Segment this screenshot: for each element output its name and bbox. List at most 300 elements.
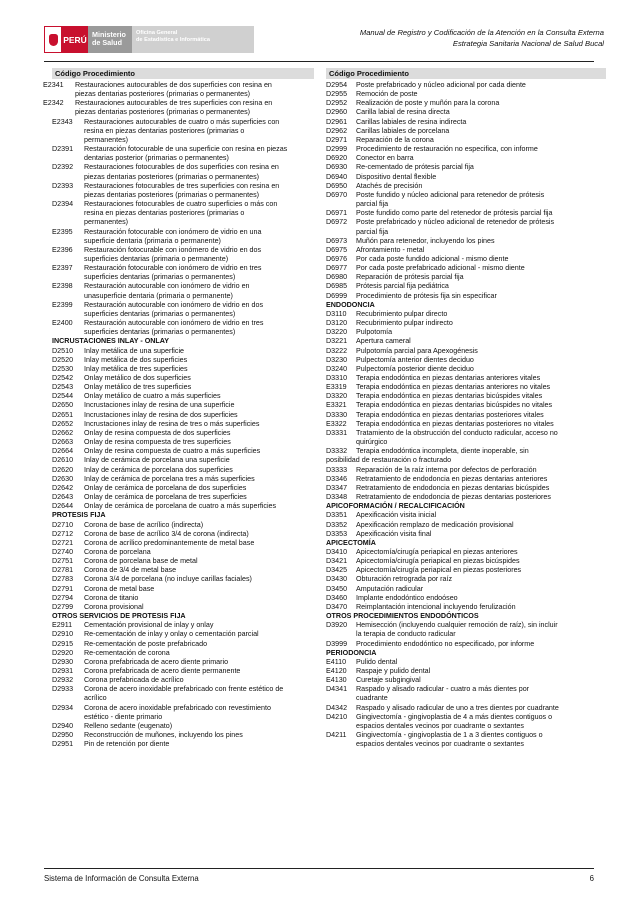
description-line: Pulpotomía parcial para Apexogénesis [356, 346, 478, 355]
procedure-description [356, 118, 606, 127]
procedure-description [356, 685, 606, 703]
procedure-row [326, 374, 606, 383]
procedure-description [356, 328, 606, 337]
description-line: Corona de titanio [84, 593, 139, 602]
procedure-row [326, 127, 606, 136]
description-line: Poste prefabricado y núcleo adicional por cada diente [356, 81, 526, 89]
procedure-code: D2643 [52, 493, 74, 502]
procedure-row [326, 621, 606, 639]
procedure-row [52, 575, 314, 584]
description-line: la terapia de conducto radicular [356, 630, 456, 639]
procedure-description [356, 108, 606, 117]
description-line: espacios dentales vecinos por cuadrante o sextantes [356, 740, 524, 749]
procedure-description [356, 154, 606, 163]
procedure-code: D3331 [326, 428, 348, 437]
procedure-row [52, 557, 314, 566]
procedure-description [356, 475, 606, 484]
procedure-row [326, 255, 606, 264]
procedure-row [52, 392, 314, 401]
procedure-description [84, 539, 314, 548]
procedure-row [52, 182, 314, 200]
procedure-row [326, 118, 606, 127]
procedure-code: D3310 [326, 374, 348, 382]
procedure-code: D3450 [326, 584, 348, 593]
description-line: Inlay metálica de una superficie [84, 346, 185, 355]
description-line: resina en piezas dentarias posteriores (primarias o [84, 209, 245, 218]
procedure-code: E2400 [52, 319, 73, 328]
procedure-description [84, 493, 314, 502]
procedure-description [84, 740, 314, 749]
description-line: Tratamiento de la obstrucción del conducto radicular, acceso no [356, 428, 558, 437]
description-line: piezas dentarias posteriores (primarias o permanentes) [84, 172, 260, 181]
procedure-description [356, 264, 606, 273]
procedure-description [84, 420, 314, 429]
procedure-code: D3333 [326, 465, 348, 474]
section-heading: ENDODONCIA [326, 300, 375, 309]
procedure-code: D2652 [52, 419, 74, 428]
procedure-description [356, 658, 606, 667]
procedure-description [84, 365, 314, 374]
procedure-description [84, 530, 314, 539]
description-line: Terapia endodóntica en piezas dentarias posteriores vitales [356, 410, 544, 419]
procedure-code: D2630 [52, 474, 74, 483]
description-line: Inlay de cerámica de porcelana dos superficies [84, 465, 233, 474]
procedure-row [326, 108, 606, 117]
procedure-row [326, 420, 606, 429]
description-line: Incrustaciones inlay de resina de tres o más superficies [84, 419, 260, 428]
procedure-row [52, 401, 314, 410]
procedure-row [326, 557, 606, 566]
procedure-description [84, 200, 314, 227]
procedure-code: D3425 [326, 566, 348, 575]
description-line: Restauración fotocurable con ionómero de vidrio en tres [84, 264, 262, 273]
procedure-description [84, 521, 314, 530]
procedure-code: D2920 [52, 648, 74, 657]
description-line: Recubrimiento pulpar directo [356, 309, 448, 318]
procedure-code: D3421 [326, 557, 348, 566]
description-line: Corona prefabricada de acero diente permanente [84, 667, 241, 675]
description-line: Re-cementación de inlay y onlay o cementación parcial [84, 630, 259, 639]
description-line: superficies dentarias (primarias o permanentes) [84, 328, 236, 337]
procedure-code: E2399 [52, 300, 73, 309]
description-line: Corona de base de acrílico 3/4 de corona (indirecta) [84, 529, 249, 538]
description-line: Reimplantación intencional incluyendo ferulización [356, 602, 516, 611]
procedure-code: D3470 [326, 602, 348, 611]
procedure-row [326, 154, 606, 163]
description-line: Procedimiento de restauración no especifica, con informe [356, 145, 538, 154]
procedure-description [356, 521, 606, 530]
description-line: Relleno sedante (eugenato) [84, 721, 173, 730]
description-line: piezas dentarias posteriores (primarias o permanentes) [75, 90, 251, 99]
procedure-description [84, 548, 314, 557]
section-heading: APICECTOMÍA [326, 538, 376, 547]
procedure-code: D2783 [52, 575, 74, 584]
description-line: parcial fija [356, 227, 389, 236]
procedure-code: D2915 [52, 639, 74, 648]
procedure-row [52, 118, 314, 145]
description-line: Corona de porcelana base de metal [84, 557, 198, 566]
procedure-code: D3120 [326, 319, 348, 328]
procedure-description [356, 667, 606, 676]
procedure-row [326, 667, 606, 676]
procedure-description [84, 667, 314, 676]
description-line: Apicectomía/cirugía periapical en piezas bicúspides [356, 557, 520, 566]
procedure-code: D2544 [52, 392, 74, 401]
procedure-description [356, 273, 606, 282]
procedure-row [43, 99, 314, 117]
procedure-description [75, 99, 314, 117]
description-line: Apexificación visita inicial [356, 511, 437, 520]
procedure-description [84, 594, 314, 603]
description-line: Corona de 3/4 de metal base [84, 566, 177, 575]
procedure-code: D2663 [52, 438, 74, 447]
procedure-description [84, 145, 314, 163]
description-line: Prótesis parcial fija pediátrica [356, 282, 449, 291]
description-line: Pulpectomía anterior dientes deciduo [356, 355, 474, 364]
description-line: Terapia endodóntica en piezas dentarias anteriores vitales [356, 374, 541, 382]
description-line: Pulpectomía posterior diente deciduo [356, 364, 474, 373]
procedure-description [84, 484, 314, 493]
left-column-header: Código Procedimiento [52, 68, 314, 79]
procedure-row [326, 401, 606, 410]
procedure-code: D2794 [52, 593, 74, 602]
procedure-description [84, 585, 314, 594]
description-line: cuadrante [356, 694, 388, 703]
procedure-row [326, 493, 606, 502]
procedure-code: D4211 [326, 731, 347, 740]
procedure-description [356, 182, 606, 191]
procedure-row [52, 264, 314, 282]
procedure-description [84, 163, 314, 181]
procedure-description [356, 621, 606, 639]
procedure-row [52, 301, 314, 319]
procedure-row [52, 356, 314, 365]
description-line: Muñón para retenedor, incluyendo los pines [356, 236, 495, 245]
description-line: Corona de porcelana [84, 547, 151, 556]
description-line: Terapia endodóntica en piezas dentarias bicúspides vitales [356, 392, 543, 401]
procedure-description [84, 411, 314, 420]
procedure-description [356, 530, 606, 539]
procedure-code: D2960 [326, 108, 348, 117]
description-line: permanentes) [84, 135, 129, 144]
logo-oficina-text: Oficina General de Estadística e Informática [132, 26, 254, 53]
procedure-code: D3320 [326, 392, 348, 401]
section-heading: PROTESIS FIJA [52, 511, 106, 520]
procedure-description [84, 456, 314, 465]
description-line: Pin de retención por diente [84, 740, 170, 749]
procedure-code: D2933 [52, 685, 74, 694]
description-line: Corona de acrílico predominantemente de metal base [84, 538, 255, 547]
procedure-description [84, 118, 314, 145]
procedure-description [84, 621, 314, 630]
description-line: superficie dentaria (primaria o permanente) [84, 236, 221, 245]
footer-rule [44, 868, 594, 869]
procedure-code: D6972 [326, 218, 348, 227]
procedure-code: D2610 [52, 456, 74, 465]
procedure-row [326, 237, 606, 246]
description-line: Restauración fotocurable de una superficie con resina en piezas [84, 145, 288, 154]
procedure-code: E3319 [326, 383, 347, 392]
procedure-row [52, 640, 314, 649]
procedure-row [326, 99, 606, 108]
procedure-code: D2712 [52, 529, 74, 538]
procedure-row [326, 145, 606, 154]
description-line: Procedimiento endodóntico no especificado, por informe [356, 639, 535, 648]
procedure-description [356, 127, 606, 136]
right-column-header: Código Procedimiento [326, 68, 606, 79]
procedure-code: D2799 [52, 602, 74, 611]
procedure-row [326, 383, 606, 392]
procedure-description [356, 81, 606, 90]
description-line: Por cada poste prefabricado adicional - mismo diente [356, 264, 525, 273]
procedure-row [52, 722, 314, 731]
description-line: Onlay de resina compuesta de dos superficies [84, 428, 231, 437]
description-line: Cementación provisional de inlay y onlay [84, 621, 214, 630]
procedure-description [75, 81, 314, 99]
header-rule [44, 61, 594, 62]
description-line: Corona prefabricada de acrílico [84, 676, 184, 685]
procedure-description [356, 337, 606, 346]
procedure-row [326, 173, 606, 182]
procedure-row [326, 575, 606, 584]
procedure-row [52, 447, 314, 456]
description-line: Corona de acero inoxidable prefabricado con revestimiento [84, 703, 271, 712]
procedure-description [356, 411, 606, 420]
description-line: Implante endodóntico endoóseo [356, 593, 458, 602]
description-line: acrílico [84, 694, 107, 703]
description-line: Restauraciones autocurables de tres superficies con resina en [75, 99, 273, 108]
procedure-code: D2543 [52, 383, 74, 392]
procedure-row [326, 310, 606, 319]
procedure-description [356, 365, 606, 374]
description-line: Curetaje subgingival [356, 676, 421, 685]
description-line: resina en piezas dentarias posteriores (primarias o [84, 126, 245, 135]
procedure-code: D2710 [52, 520, 74, 529]
section-heading: APICOFORMACIÓN / RECALCIFICACIÓN [326, 502, 465, 511]
procedure-row [52, 585, 314, 594]
description-line: Inlay metálica de tres superficies [84, 364, 188, 373]
procedure-row [52, 466, 314, 475]
procedure-code: D3220 [326, 328, 348, 337]
description-line: Restauraciones autocurables de cuatro o más superficies con [84, 117, 280, 126]
description-line: quirúrgico [356, 438, 388, 447]
procedure-description [356, 282, 606, 291]
procedure-description [356, 90, 606, 99]
procedure-description [356, 163, 606, 172]
description-line: dentarias posterior (primarias o permanentes) [84, 154, 229, 163]
description-line: Apertura cameral [356, 337, 411, 346]
description-line: Poste fundido y núcleo adicional para retenedor de prótesis [356, 190, 545, 199]
description-line: Terapia endodóntica incompleta, diente inoperable, sin [356, 447, 529, 456]
description-line: Restauración fotocurable con ionómero de vidrio en una [84, 227, 262, 236]
procedure-code: E4120 [326, 667, 347, 675]
description-line: Atachés de precisión [356, 181, 423, 190]
procedure-row [326, 658, 606, 667]
description-line: Onlay de cerámica de porcelana de cuatro a más superficies [84, 502, 277, 511]
procedure-code: D2971 [326, 135, 348, 144]
procedure-code: D2962 [326, 126, 348, 135]
procedure-description [356, 420, 606, 429]
procedure-description [84, 557, 314, 566]
procedure-row [52, 438, 314, 447]
procedure-row [52, 731, 314, 740]
description-line: Corona de base de acrílico (indirecta) [84, 520, 204, 529]
procedure-description [356, 704, 606, 713]
procedure-row [52, 200, 314, 227]
procedure-code: D2934 [52, 703, 74, 712]
procedure-description [356, 713, 606, 731]
procedure-code: E2397 [52, 264, 73, 273]
document-title: Manual de Registro y Codificación de la Atención en la Consulta Externa Estrategia Sanitaria Nacional de Salud Bucal [359, 28, 604, 48]
procedure-row [326, 447, 606, 456]
procedure-description [84, 566, 314, 575]
procedure-row [326, 511, 606, 520]
procedure-description [84, 356, 314, 365]
procedure-code: D3920 [326, 621, 348, 630]
procedure-row [52, 228, 314, 246]
logo-minsa-text: Ministerio de Salud [88, 26, 132, 53]
description-line: Remoción de poste [356, 90, 418, 99]
procedure-description [84, 447, 314, 456]
procedure-row [326, 521, 606, 530]
section-heading: PERIODONCIA [326, 648, 377, 657]
procedure-row [52, 649, 314, 658]
procedure-description [84, 438, 314, 447]
procedure-description [356, 383, 606, 392]
section-heading: OTROS SERVICIOS DE PROTESIS FIJA [52, 612, 186, 621]
procedure-description [356, 594, 606, 603]
procedure-row [326, 292, 606, 301]
procedure-description [84, 246, 314, 264]
description-line: Inlay de cerámica de porcelana una superficie [84, 456, 230, 465]
procedure-description [84, 228, 314, 246]
procedure-row [326, 466, 606, 475]
procedure-description [84, 676, 314, 685]
left-column [43, 68, 314, 749]
procedure-row [326, 328, 606, 337]
procedure-description [356, 401, 606, 410]
description-line: piezas dentarias posteriores (primarias o permanentes) [75, 108, 251, 117]
procedure-description [84, 640, 314, 649]
procedure-description [356, 603, 606, 612]
procedure-code: D2394 [52, 200, 74, 209]
procedure-row [52, 603, 314, 612]
procedure-row [326, 209, 606, 218]
procedure-code: E3321 [326, 401, 347, 410]
procedure-code: D6973 [326, 236, 348, 245]
description-line: Corona provisional [84, 602, 144, 611]
description-line: Onlay de resina compuesta de cuatro a más superficies [84, 447, 261, 456]
procedure-code: E2396 [52, 245, 73, 254]
procedure-description [356, 145, 606, 154]
description-continuation: posibilidad de restauración o fracturado [326, 456, 452, 465]
procedure-code: D2664 [52, 447, 74, 456]
procedure-description [356, 557, 606, 566]
procedure-row [52, 704, 314, 722]
description-line: unasuperficie dentaria (primaria o permanente) [84, 291, 233, 300]
procedure-code: D3332 [326, 447, 348, 456]
description-line: Gingivectomía - gingivoplastia de 1 a 3 dientes contiguos o [356, 731, 543, 740]
procedure-description [356, 676, 606, 685]
procedure-code: D3460 [326, 593, 348, 602]
procedure-description [356, 493, 606, 502]
procedure-row [52, 319, 314, 337]
procedure-row [326, 676, 606, 685]
procedure-row [326, 90, 606, 99]
procedure-description [356, 319, 606, 328]
procedure-description [356, 99, 606, 108]
procedure-row [52, 420, 314, 429]
procedure-row [326, 136, 606, 145]
description-line: Realización de poste y muñón para la corona [356, 99, 500, 108]
procedure-code: D4341 [326, 685, 348, 694]
procedure-description [356, 191, 606, 209]
procedure-row [52, 282, 314, 300]
description-line: Poste prefabricado y núcleo adicional de retenedor de prótesis [356, 218, 555, 227]
procedure-row [326, 365, 606, 374]
peru-crest-icon [44, 26, 62, 53]
description-line: parcial fija [356, 200, 389, 209]
procedure-row [326, 182, 606, 191]
procedure-description [84, 374, 314, 383]
procedure-row [326, 603, 606, 612]
procedure-row [52, 740, 314, 749]
description-line: Restauraciones autocurables de dos superficies con resina en [75, 81, 272, 89]
procedure-description [356, 255, 606, 264]
description-line: Restauraciones fotocurables de dos superficies con resina en [84, 163, 279, 172]
procedure-code: D2751 [52, 557, 74, 566]
description-line: Restauraciones fotocurables de tres superficies con resina en [84, 181, 280, 190]
footer-text: Sistema de Información de Consulta Externa [44, 874, 199, 883]
procedure-row [326, 218, 606, 236]
procedure-description [84, 301, 314, 319]
procedure-code: D6971 [326, 209, 348, 218]
procedure-row [326, 392, 606, 401]
procedure-row [52, 347, 314, 356]
minsa-logo [44, 26, 254, 53]
description-line: estético - diente primario [84, 712, 163, 721]
procedure-code: D2721 [52, 538, 74, 547]
description-line: Inlay de cerámica de porcelana tres a más superficies [84, 474, 255, 483]
description-line: Restauraciones fotocurables de cuatro superficies o más con [84, 200, 278, 209]
procedure-row [326, 566, 606, 575]
description-line: Terapia endodóntica en piezas dentarias bicúspides no vitales [356, 401, 553, 410]
procedure-description [356, 374, 606, 383]
procedure-row [52, 658, 314, 667]
description-line: Restauración autocurable con ionómero de vidrio en dos [84, 300, 264, 309]
procedure-description [84, 704, 314, 722]
description-line: Por cada poste fundido adicional - mismo diente [356, 254, 509, 263]
procedure-code: D4210 [326, 712, 348, 721]
procedure-code: D3999 [326, 639, 348, 648]
description-line: Corona prefabricada de acero diente primario [84, 657, 229, 666]
procedure-code: D6950 [326, 181, 348, 190]
procedure-code: D6985 [326, 282, 348, 291]
description-line: superficies dentarias (primarias o permanentes) [84, 309, 236, 318]
procedure-row [326, 585, 606, 594]
procedure-row [326, 81, 606, 90]
procedure-code: D2950 [52, 731, 74, 740]
procedure-code: D2510 [52, 346, 74, 355]
procedure-code: D6999 [326, 291, 348, 300]
procedure-code: D3330 [326, 410, 348, 419]
procedure-code: E2398 [52, 282, 73, 291]
procedure-description [356, 246, 606, 255]
page-footer [44, 874, 594, 883]
description-line: Onlay de resina compuesta de tres superficies [84, 438, 231, 447]
procedure-code: D3347 [326, 483, 348, 492]
procedure-code: D2644 [52, 502, 74, 511]
